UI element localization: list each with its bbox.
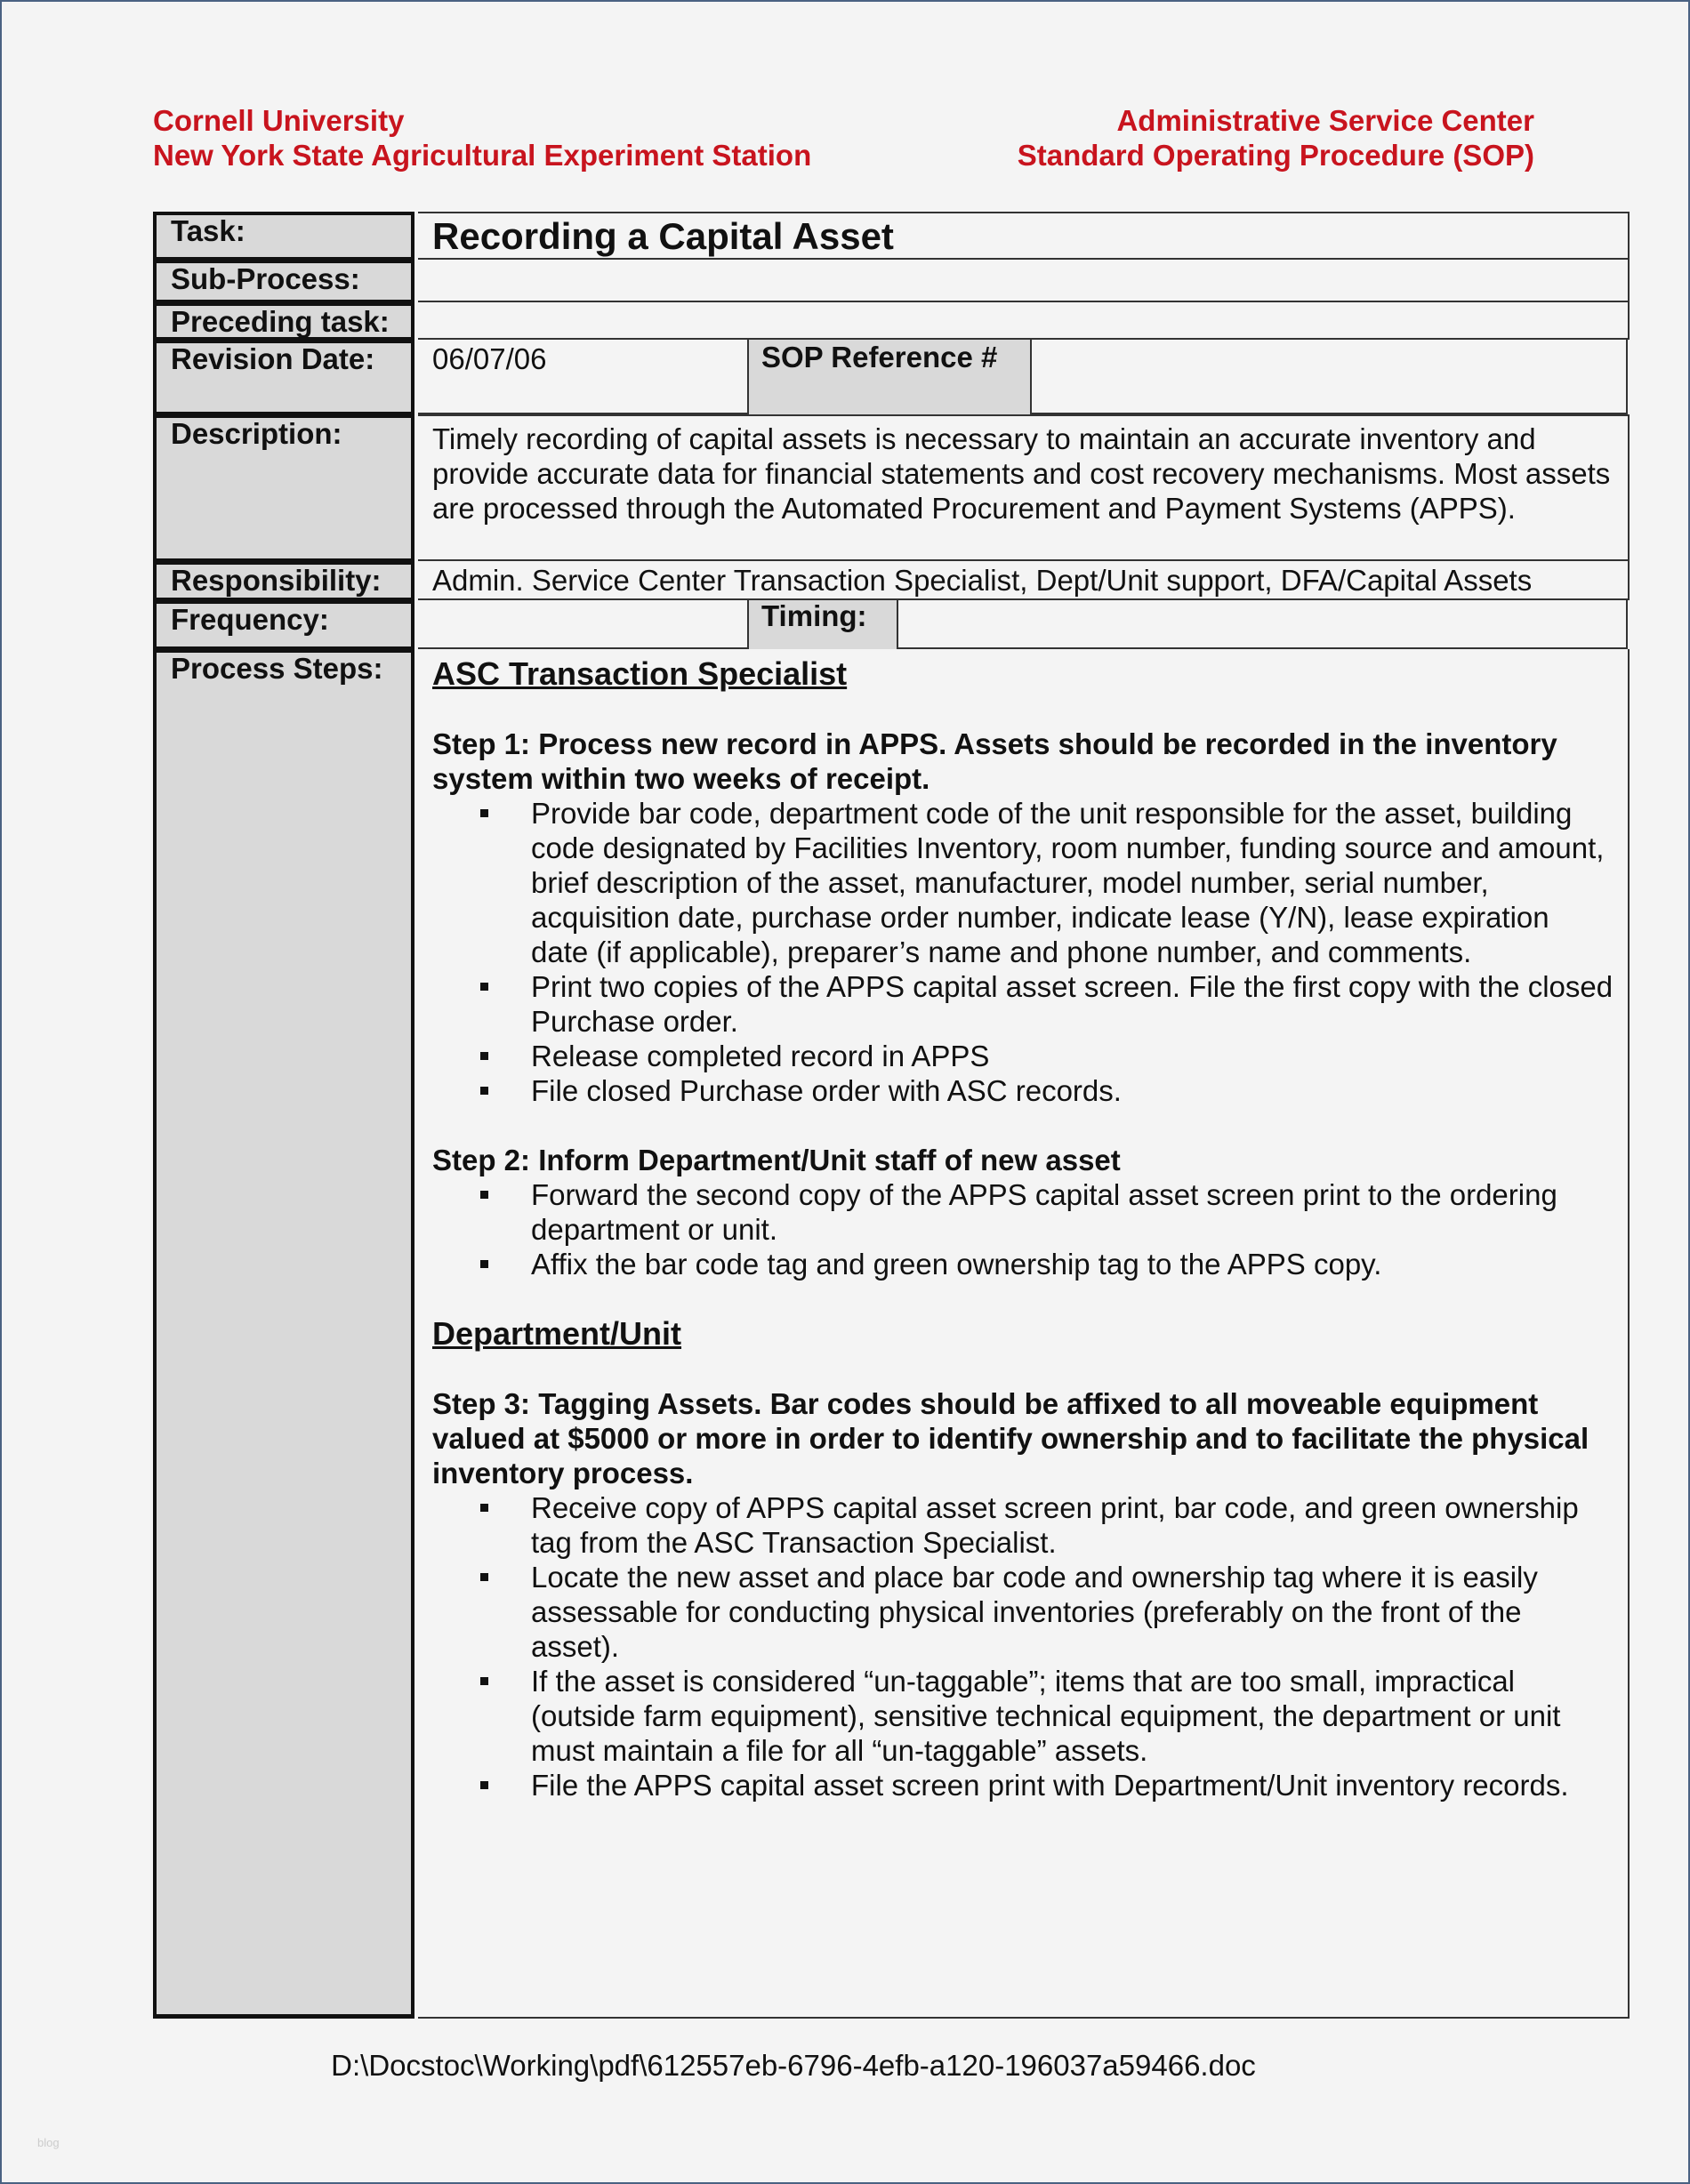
- description-value: Timely recording of capital assets is necessary to maintain an accurate inventory and provide accurate data for financial statements and cost recovery mechanisms. Most assets are processed through the Automated Procurement and Payment Systems (APPS).: [418, 414, 1630, 561]
- task-title: Recording a Capital Asset: [432, 215, 894, 257]
- step-1-bullet-1: Provide bar code, department code of the unit responsible for the asset, building code designated by Facilities Inventory, room number, funding source and amount, brief description of the asset, manufacturer, model number, serial number, acquisition date, purchase order number, indicate lease (Y/N), lease expiration date (if applicable), preparer’s name and phone number, and comments.: [531, 796, 1614, 969]
- watermark: blog: [37, 2136, 60, 2149]
- section-department-unit: Department/Unit: [432, 1315, 682, 1352]
- step-1-title: Step 1: Process new record in APPS. Assets should be recorded in the inventory system within two weeks of receipt.: [432, 727, 1557, 795]
- institution-name: Cornell University: [153, 104, 405, 137]
- header-document-type: [1018, 103, 1534, 173]
- revision-date-label: Revision Date:: [153, 340, 414, 414]
- process-steps-content: [418, 649, 1630, 2019]
- row-preceding-task: [153, 302, 1630, 340]
- step-3-title: Step 3: Tagging Assets. Bar codes should be affixed to all moveable equipment valued at $5000 or more in order to identify ownership and to facilitate the physical inventory process.: [432, 1387, 1589, 1489]
- row-description: [153, 414, 1630, 561]
- responsibility-value: Admin. Service Center Transaction Specialist, Dept/Unit support, DFA/Capital Assets: [418, 561, 1630, 600]
- row-subprocess: [153, 260, 1630, 302]
- description-label: Description:: [153, 414, 414, 561]
- sop-label: Standard Operating Procedure (SOP): [1017, 139, 1534, 172]
- row-task: [153, 212, 1630, 260]
- step-2-bullet-2: Affix the bar code tag and green ownership tag to the APPS copy.: [531, 1247, 1614, 1281]
- revision-date-value: 06/07/06: [432, 342, 547, 375]
- preceding-task-value: [418, 302, 1630, 340]
- row-revision-date: [153, 340, 1630, 414]
- step-1-bullet-3: Release completed record in APPS: [531, 1039, 1614, 1073]
- step-3-bullets: [432, 1490, 1614, 1803]
- timing-value: [898, 600, 1628, 649]
- process-steps-label: Process Steps:: [153, 649, 414, 2019]
- step-1-bullet-2: Print two copies of the APPS capital asset screen. File the first copy with the closed Purchase order.: [531, 970, 1614, 1038]
- subprocess-value: [418, 260, 1630, 302]
- section-asc-transaction-specialist: ASC Transaction Specialist: [432, 655, 848, 692]
- step-3-bullet-2: Locate the new asset and place bar code and ownership tag where it is easily assessable for conducting physical inventories (preferably on the front of the asset).: [531, 1560, 1614, 1664]
- department-name: Administrative Service Center: [1116, 104, 1534, 137]
- footer-file-path: D:\Docstoc\Working\pdf\612557eb-6796-4efb-a120-196037a59466.doc: [331, 2049, 1256, 2082]
- step-2-title: Step 2: Inform Department/Unit staff of new asset: [432, 1144, 1121, 1176]
- step-3-bullet-4: File the APPS capital asset screen print with Department/Unit inventory records.: [531, 1768, 1614, 1803]
- step-3-bullet-3: If the asset is considered “un-taggable”; items that are too small, impractical (outside farm equipment), sensitive technical equipment, the department or unit must maintain a file for all “un-taggable” assets.: [531, 1664, 1614, 1768]
- step-2-bullet-1: Forward the second copy of the APPS capital asset screen print to the ordering department or unit.: [531, 1177, 1614, 1247]
- sop-reference-label: SOP Reference #: [747, 340, 1032, 414]
- task-value: [418, 212, 1630, 260]
- task-label: Task:: [153, 212, 414, 260]
- subprocess-label: Sub-Process:: [153, 260, 414, 302]
- timing-label: Timing:: [747, 600, 898, 649]
- header-institution: [153, 103, 811, 173]
- responsibility-label: Responsibility:: [153, 561, 414, 600]
- frequency-label: Frequency:: [153, 600, 414, 649]
- preceding-task-label: Preceding task:: [153, 302, 414, 340]
- step-3-bullet-1: Receive copy of APPS capital asset screen print, bar code, and green ownership tag from the ASC Transaction Specialist.: [531, 1490, 1614, 1560]
- row-process-steps: [153, 649, 1630, 2019]
- step-2-bullets: [432, 1177, 1614, 1281]
- step-1-bullets: [432, 796, 1614, 1108]
- row-frequency: [153, 600, 1630, 649]
- row-responsibility: [153, 561, 1630, 600]
- sop-reference-value: [1032, 340, 1628, 414]
- station-name: New York State Agricultural Experiment Station: [153, 139, 812, 172]
- step-1-bullet-4: File closed Purchase order with ASC records.: [531, 1073, 1614, 1108]
